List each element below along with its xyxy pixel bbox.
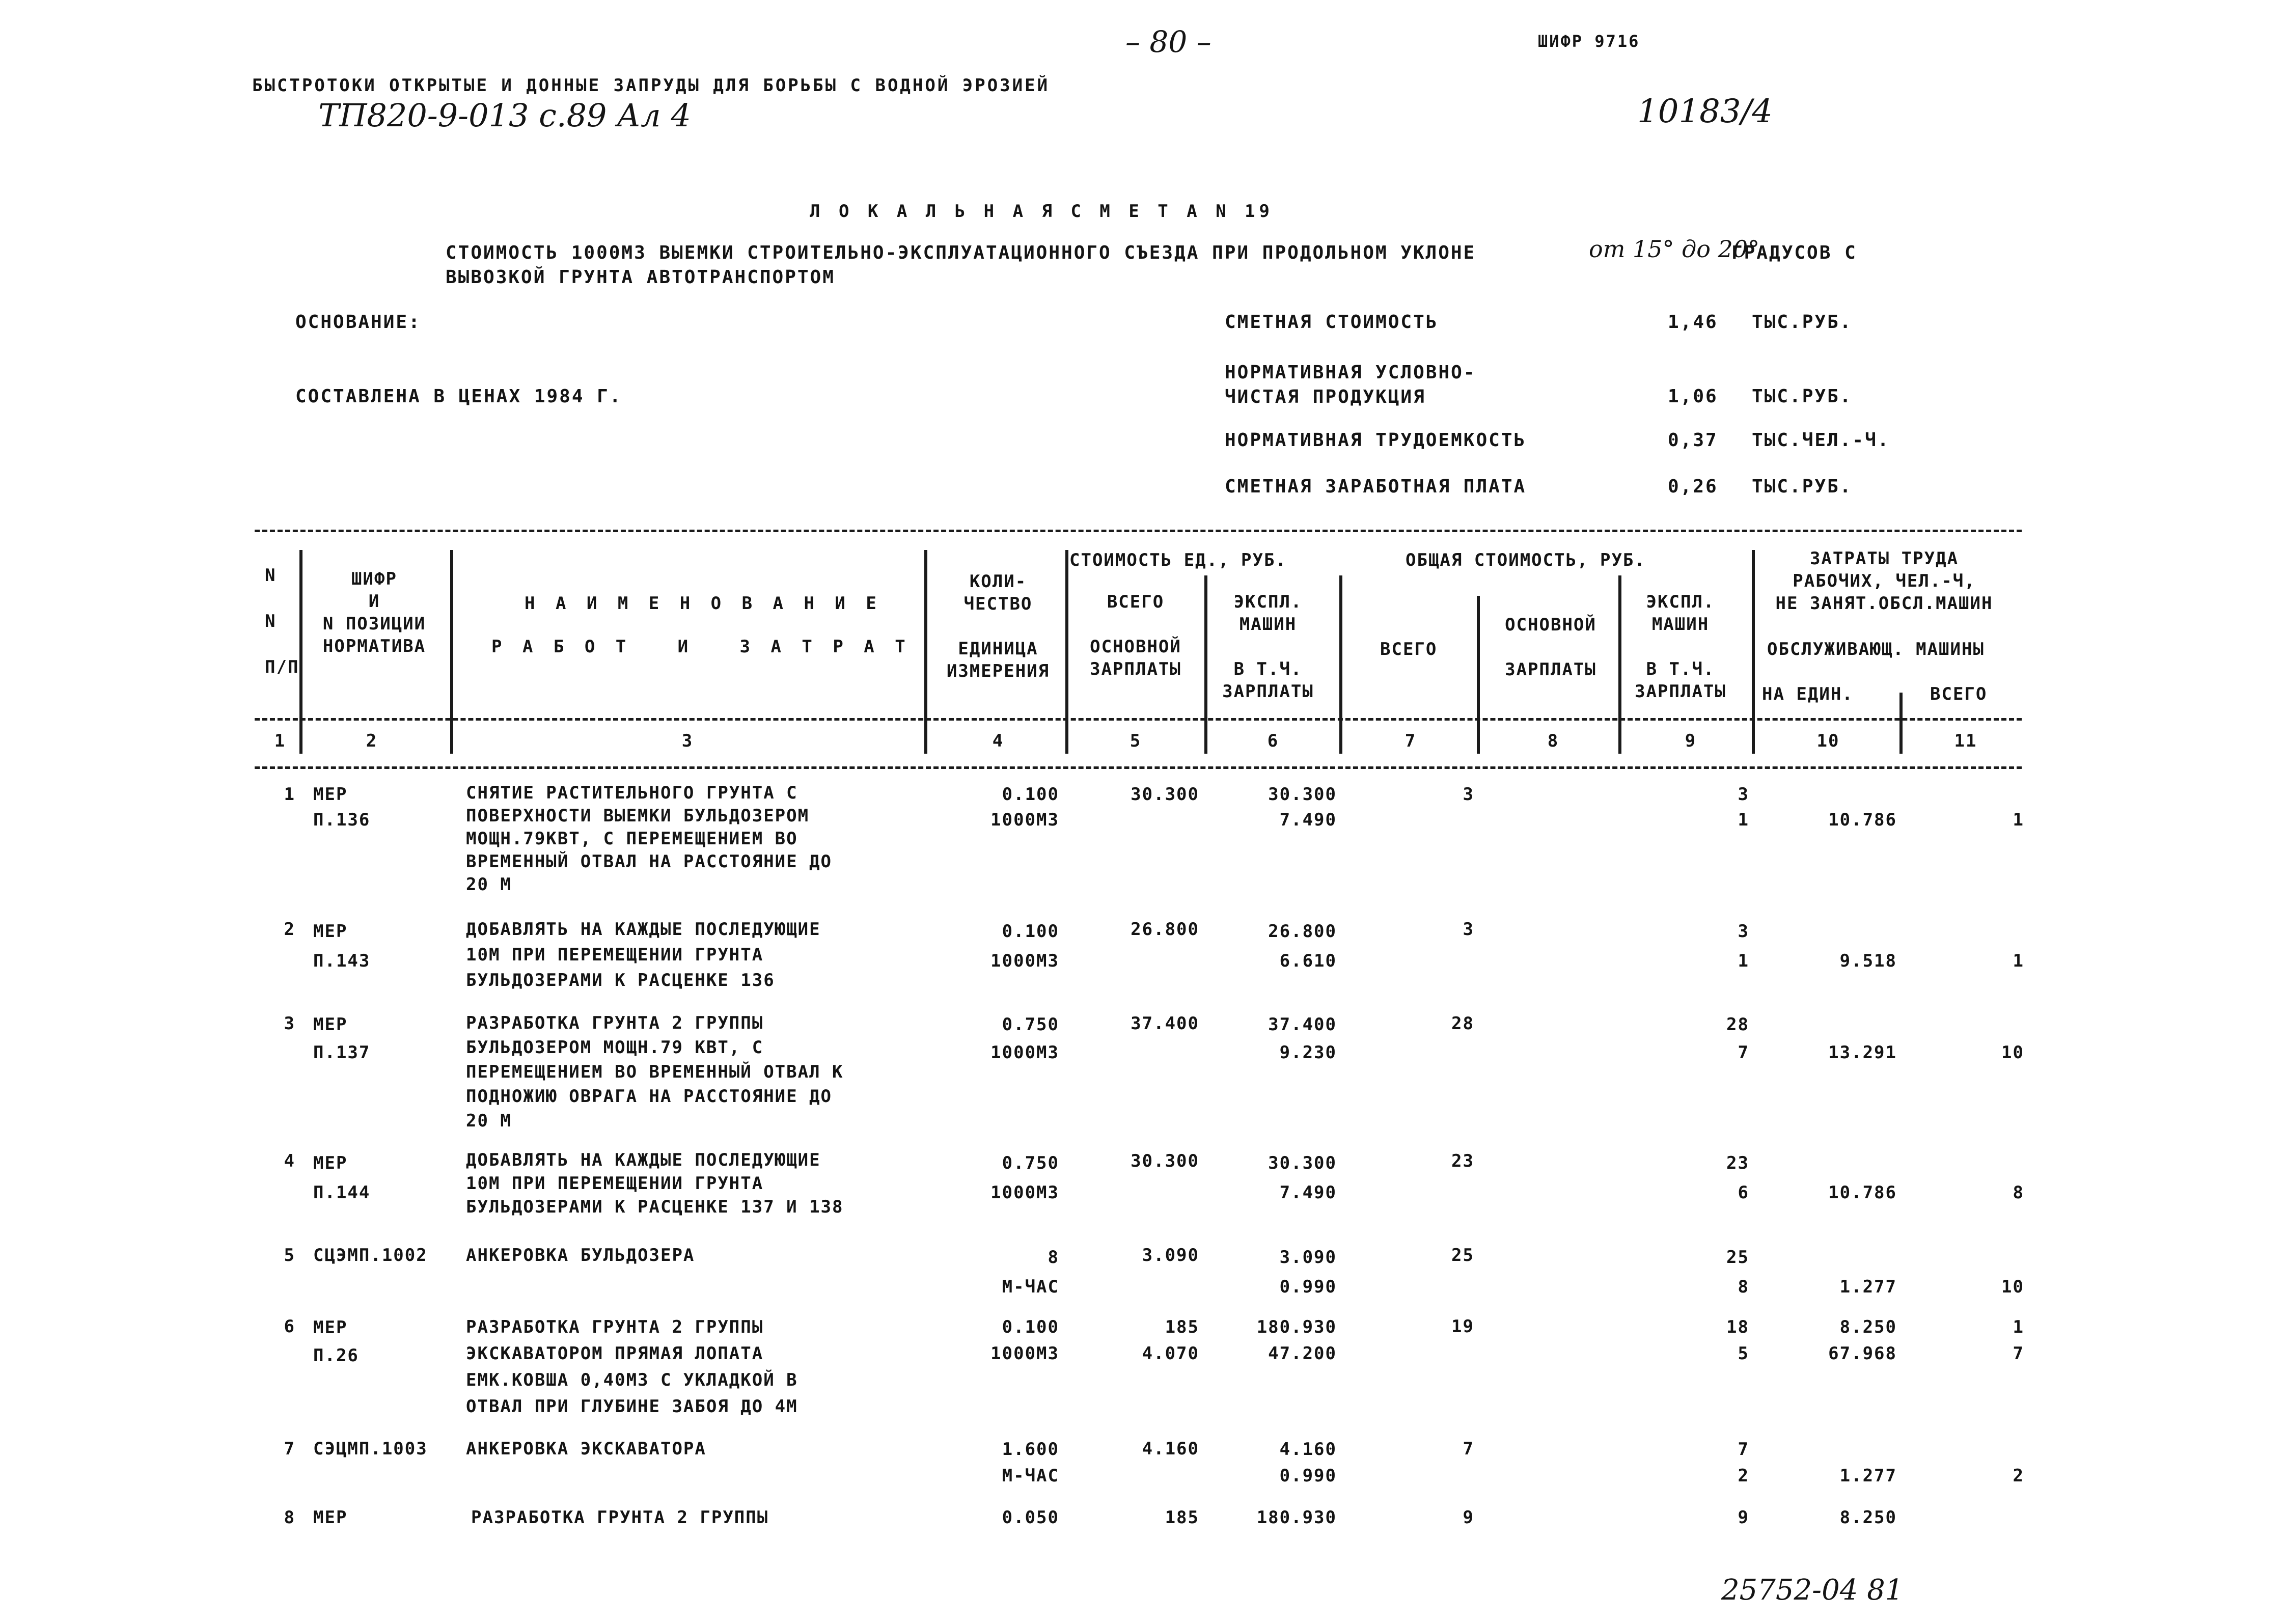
sep-2 xyxy=(450,550,453,754)
row-name: РАЗРАБОТКА ГРУНТА 2 ГРУППЫ ЭКСКАВАТОРОМ ПРЯМАЯ ЛОПАТА ЕМК.КОВША 0,40М3 С УКЛАДКОЙ В ОТВАЛ ПРИ ГЛУБИНЕ ЗАБОЯ ДО 4М xyxy=(466,1317,798,1417)
row-unit-total: 3.090 xyxy=(1142,1245,1199,1265)
row-name: АНКЕРОВКА БУЛЬДОЗЕРА xyxy=(466,1245,695,1265)
row-number: 7 xyxy=(284,1439,295,1459)
row-unit-total: 185 4.070 xyxy=(1142,1317,1199,1364)
row-code: СЦЭМП.1002 xyxy=(313,1245,428,1265)
row-labor-unit: 1.277 xyxy=(1839,1466,1897,1486)
row-name: ДОБАВЛЯТЬ НА КАЖДЫЕ ПОСЛЕДУЮЩИЕ 10М ПРИ ПЕРЕМЕЩЕНИИ ГРУНТА БУЛЬДОЗЕРАМИ К РАСЦЕНКЕ 136 xyxy=(466,919,821,990)
th-num-4: 4 xyxy=(992,731,1004,751)
th-num-1: 1 xyxy=(274,731,286,751)
handwritten-project-code: ТП820-9-013 с.89 Ал 4 xyxy=(318,97,691,134)
row-labor-unit: 8.250 67.968 xyxy=(1828,1317,1897,1364)
row-code: МЕР П.144 xyxy=(313,1153,371,1203)
row-number: 2 xyxy=(284,919,295,940)
summary-unit-net-production: ТЫС.РУБ. xyxy=(1752,386,1853,407)
row-quantity: 0.100 1000М3 xyxy=(990,921,1059,971)
summary-unit-estimated-cost: ТЫС.РУБ. xyxy=(1752,312,1853,333)
summary-label-estimated-cost: СМЕТНАЯ СТОИМОСТЬ xyxy=(1225,312,1439,333)
row-labor-unit: 1.277 xyxy=(1839,1277,1897,1297)
row-total: 3 xyxy=(1463,919,1474,940)
row-name: РАЗРАБОТКА ГРУНТА 2 ГРУППЫ БУЛЬДОЗЕРОМ МОЩН.79 КВТ, С ПЕРЕМЕЩЕНИЕМ ВО ВРЕМЕННЫЙ ОТВАЛ К ПОДНОЖИЮ ОВРАГА НА РАССТОЯНИЕ ДО 20 М xyxy=(466,1013,844,1131)
row-unit-machines: 180.930 47.200 xyxy=(1256,1317,1337,1364)
sep-4 xyxy=(1065,550,1068,754)
row-total: 7 xyxy=(1463,1439,1474,1459)
title-line-1-end: ГРАДУСОВ С xyxy=(1731,242,1857,263)
row-unit-total: 26.800 xyxy=(1131,919,1199,940)
row-machines: 18 5 xyxy=(1726,1317,1749,1364)
row-machines: 25 8 xyxy=(1726,1247,1749,1297)
row-labor-total: 1 xyxy=(2013,951,2024,971)
summary-value-labor-intensity: 0,37 xyxy=(1668,430,1718,451)
th-unit-machines: ЭКСПЛ. МАШИН В Т.Ч. ЗАРПЛАТЫ xyxy=(1222,592,1314,702)
summary-label-wages: СМЕТНАЯ ЗАРАБОТНАЯ ПЛАТА xyxy=(1225,476,1527,497)
row-labor-total: 10 xyxy=(2001,1042,2024,1063)
th-total-machines: ЭКСПЛ. МАШИН В Т.Ч. ЗАРПЛАТЫ xyxy=(1635,592,1726,702)
row-labor-unit: 9.518 xyxy=(1839,951,1897,971)
row-machines: 23 6 xyxy=(1726,1153,1749,1203)
basis-label: ОСНОВАНИЕ: xyxy=(295,312,421,333)
row-name: РАЗРАБОТКА ГРУНТА 2 ГРУППЫ xyxy=(471,1507,769,1528)
row-code: МЕР П.136 xyxy=(313,784,371,830)
th-num-9: 9 xyxy=(1685,731,1697,751)
row-name: СНЯТИЕ РАСТИТЕЛЬНОГО ГРУНТА С ПОВЕРХНОСТИ ВЫЕМКИ БУЛЬДОЗЕРОМ МОЩН.79КВТ, С ПЕРЕМЕЩЕНИЕМ ВО ВРЕМЕННЫЙ ОТВАЛ НА РАССТОЯНИЕ ДО 20 М xyxy=(466,783,833,895)
handwritten-angle: от 15° до 20° xyxy=(1589,235,1760,263)
row-number: 6 xyxy=(284,1316,295,1337)
row-total: 9 xyxy=(1463,1507,1474,1528)
row-code: СЭЦМП.1003 xyxy=(313,1439,428,1459)
row-machines: 3 1 xyxy=(1738,921,1749,971)
th-labor-per-unit: НА ЕДИН. xyxy=(1762,684,1854,704)
row-number: 8 xyxy=(284,1507,295,1528)
row-code: МЕР П.137 xyxy=(313,1014,371,1063)
estimate-heading: Л О К А Л Ь Н А Я С М Е Т А N 19 xyxy=(810,201,1274,222)
row-quantity: 1.600 М-ЧАС xyxy=(1002,1439,1059,1486)
row-number: 3 xyxy=(284,1013,295,1034)
title-line-2: ВЫВОЗКОЙ ГРУНТА АВТОТРАНСПОРТОМ xyxy=(446,267,835,288)
th-num-6: 6 xyxy=(1267,731,1279,751)
row-unit-machines: 30.300 7.490 xyxy=(1268,784,1337,830)
cipher-code: ШИФР 9716 xyxy=(1538,32,1640,51)
th-num-3: 3 xyxy=(681,731,694,751)
row-labor-total: 8 xyxy=(2013,1182,2024,1203)
row-labor-unit: 8.250 xyxy=(1839,1507,1897,1528)
th-labor-total: ВСЕГО xyxy=(1930,684,1988,704)
th-code: ШИФР И N ПОЗИЦИИ НОРМАТИВА xyxy=(322,569,426,656)
page-number: – 80 – xyxy=(1125,24,1211,59)
row-quantity: 0.100 1000М3 xyxy=(990,1317,1059,1364)
th-num-2: 2 xyxy=(366,731,378,751)
th-unit-total-wages: ВСЕГО ОСНОВНОЙ ЗАРПЛАТЫ xyxy=(1090,592,1181,679)
project-title: БЫСТРОТОКИ ОТКРЫТЫЕ И ДОННЫЕ ЗАПРУДЫ ДЛЯ БОРЬБЫ С ВОДНОЙ ЭРОЗИЕЙ xyxy=(252,75,1050,96)
handwritten-footer-note: 25752-04 81 xyxy=(1721,1574,1904,1607)
summary-value-wages: 0,26 xyxy=(1668,476,1718,497)
row-code: МЕР П.26 xyxy=(313,1317,359,1366)
table-top-rule xyxy=(255,530,2022,532)
th-base-wages: ОСНОВНОЙ ЗАРПЛАТЫ xyxy=(1505,615,1596,680)
sep-3 xyxy=(924,550,927,754)
row-machines: 3 1 xyxy=(1738,784,1749,830)
row-quantity: 0.750 1000М3 xyxy=(990,1153,1059,1203)
row-machines: 7 2 xyxy=(1738,1439,1749,1486)
th-num-8: 8 xyxy=(1547,731,1559,751)
th-total: ВСЕГО xyxy=(1380,639,1438,659)
handwritten-document-number: 10183/4 xyxy=(1637,93,1773,130)
row-labor-total: 10 xyxy=(2001,1277,2024,1297)
row-total: 19 xyxy=(1451,1316,1474,1337)
row-unit-total: 4.160 xyxy=(1142,1439,1199,1459)
sep-8 xyxy=(1618,575,1621,754)
th-quantity-unit: КОЛИ- ЧЕСТВО ЕДИНИЦА ИЗМЕРЕНИЯ xyxy=(946,571,1050,681)
sep-9 xyxy=(1752,550,1755,754)
th-name-top: Н А И М Е Н О В А Н И Е xyxy=(525,593,882,614)
row-quantity: 0.050 xyxy=(1002,1507,1059,1528)
th-num-7: 7 xyxy=(1404,731,1417,751)
row-labor-total: 2 xyxy=(2013,1466,2024,1486)
sep-6 xyxy=(1339,575,1342,754)
title-line-1: СТОИМОСТЬ 1000М3 ВЫЕМКИ СТРОИТЕЛЬНО-ЭКСПЛУАТАЦИОННОГО СЪЕЗДА ПРИ ПРОДОЛЬНОМ УКЛОНЕ xyxy=(446,242,1476,263)
row-unit-machines: 3.090 0.990 xyxy=(1279,1247,1337,1297)
summary-label-labor-intensity: НОРМАТИВНАЯ ТРУДОЕМКОСТЬ xyxy=(1225,430,1527,451)
row-unit-total: 185 xyxy=(1165,1507,1199,1528)
row-total: 23 xyxy=(1451,1151,1474,1171)
summary-value-estimated-cost: 1,46 xyxy=(1668,312,1718,333)
row-quantity: 8 М-ЧАС xyxy=(1002,1247,1059,1297)
th-labor-machine-service: ОБСЛУЖИВАЮЩ. МАШИНЫ xyxy=(1767,639,1985,659)
row-total: 3 xyxy=(1463,784,1474,805)
row-unit-total: 37.400 xyxy=(1131,1013,1199,1034)
summary-label-net-production: НОРМАТИВНАЯ УСЛОВНО- ЧИСТАЯ ПРОДУКЦИЯ xyxy=(1225,362,1476,407)
row-number: 5 xyxy=(284,1245,295,1265)
row-unit-machines: 26.800 6.610 xyxy=(1268,921,1337,971)
row-number: 4 xyxy=(284,1151,295,1171)
row-quantity: 0.100 1000М3 xyxy=(990,784,1059,830)
th-num-10: 10 xyxy=(1816,731,1840,751)
row-labor-unit: 13.291 xyxy=(1828,1042,1897,1063)
th-name-bottom: Р А Б О Т И З А Т Р А Т xyxy=(491,637,911,657)
row-machines: 28 7 xyxy=(1726,1014,1749,1063)
header-divider-rule xyxy=(255,718,2022,721)
row-labor-unit: 10.786 xyxy=(1828,1182,1897,1203)
row-code: МЕР П.143 xyxy=(313,921,371,971)
row-labor-total: 1 xyxy=(2013,810,2024,830)
th-group-unit-cost: СТОИМОСТЬ ЕД., РУБ. xyxy=(1069,550,1287,570)
th-num-11: 11 xyxy=(1954,731,1977,751)
row-total: 28 xyxy=(1451,1013,1474,1034)
row-labor-unit: 10.786 xyxy=(1828,810,1897,830)
row-total: 25 xyxy=(1451,1245,1474,1265)
row-number: 1 xyxy=(284,784,295,805)
row-unit-machines: 30.300 7.490 xyxy=(1268,1153,1337,1203)
row-unit-machines: 37.400 9.230 xyxy=(1268,1014,1337,1063)
row-name: АНКЕРОВКА ЭКСКАВАТОРА xyxy=(466,1439,706,1459)
th-group-total-cost: ОБЩАЯ СТОИМОСТЬ, РУБ. xyxy=(1406,550,1646,570)
sep-10 xyxy=(1899,693,1903,754)
row-unit-machines: 4.160 0.990 xyxy=(1279,1439,1337,1486)
row-name: ДОБАВЛЯТЬ НА КАЖДЫЕ ПОСЛЕДУЮЩИЕ 10М ПРИ ПЕРЕМЕЩЕНИИ ГРУНТА БУЛЬДОЗЕРАМИ К РАСЦЕНКЕ 137 И 138 xyxy=(466,1150,844,1217)
sep-5 xyxy=(1204,575,1207,754)
row-unit-total: 30.300 xyxy=(1131,1151,1199,1171)
row-machines: 9 xyxy=(1738,1507,1749,1528)
summary-unit-wages: ТЫС.РУБ. xyxy=(1752,476,1853,497)
th-row-number: N N П/П xyxy=(265,565,299,677)
th-num-5: 5 xyxy=(1130,731,1142,751)
sep-7 xyxy=(1477,596,1480,754)
row-unit-machines: 180.930 xyxy=(1256,1507,1337,1528)
summary-value-net-production: 1,06 xyxy=(1668,386,1718,407)
row-labor-total: 1 7 xyxy=(2013,1317,2024,1364)
sep-1 xyxy=(299,550,302,754)
prices-basis: СОСТАВЛЕНА В ЦЕНАХ 1984 Г. xyxy=(295,386,622,407)
row-code: МЕР xyxy=(313,1507,348,1528)
table-body-rule xyxy=(255,766,2022,769)
th-group-labor: ЗАТРАТЫ ТРУДА РАБОЧИХ, ЧЕЛ.-Ч, НЕ ЗАНЯТ.ОБСЛ.МАШИН xyxy=(1775,548,1993,614)
summary-unit-labor-intensity: ТЫС.ЧЕЛ.-Ч. xyxy=(1752,430,1890,451)
row-quantity: 0.750 1000М3 xyxy=(990,1014,1059,1063)
row-unit-total: 30.300 xyxy=(1131,784,1199,805)
